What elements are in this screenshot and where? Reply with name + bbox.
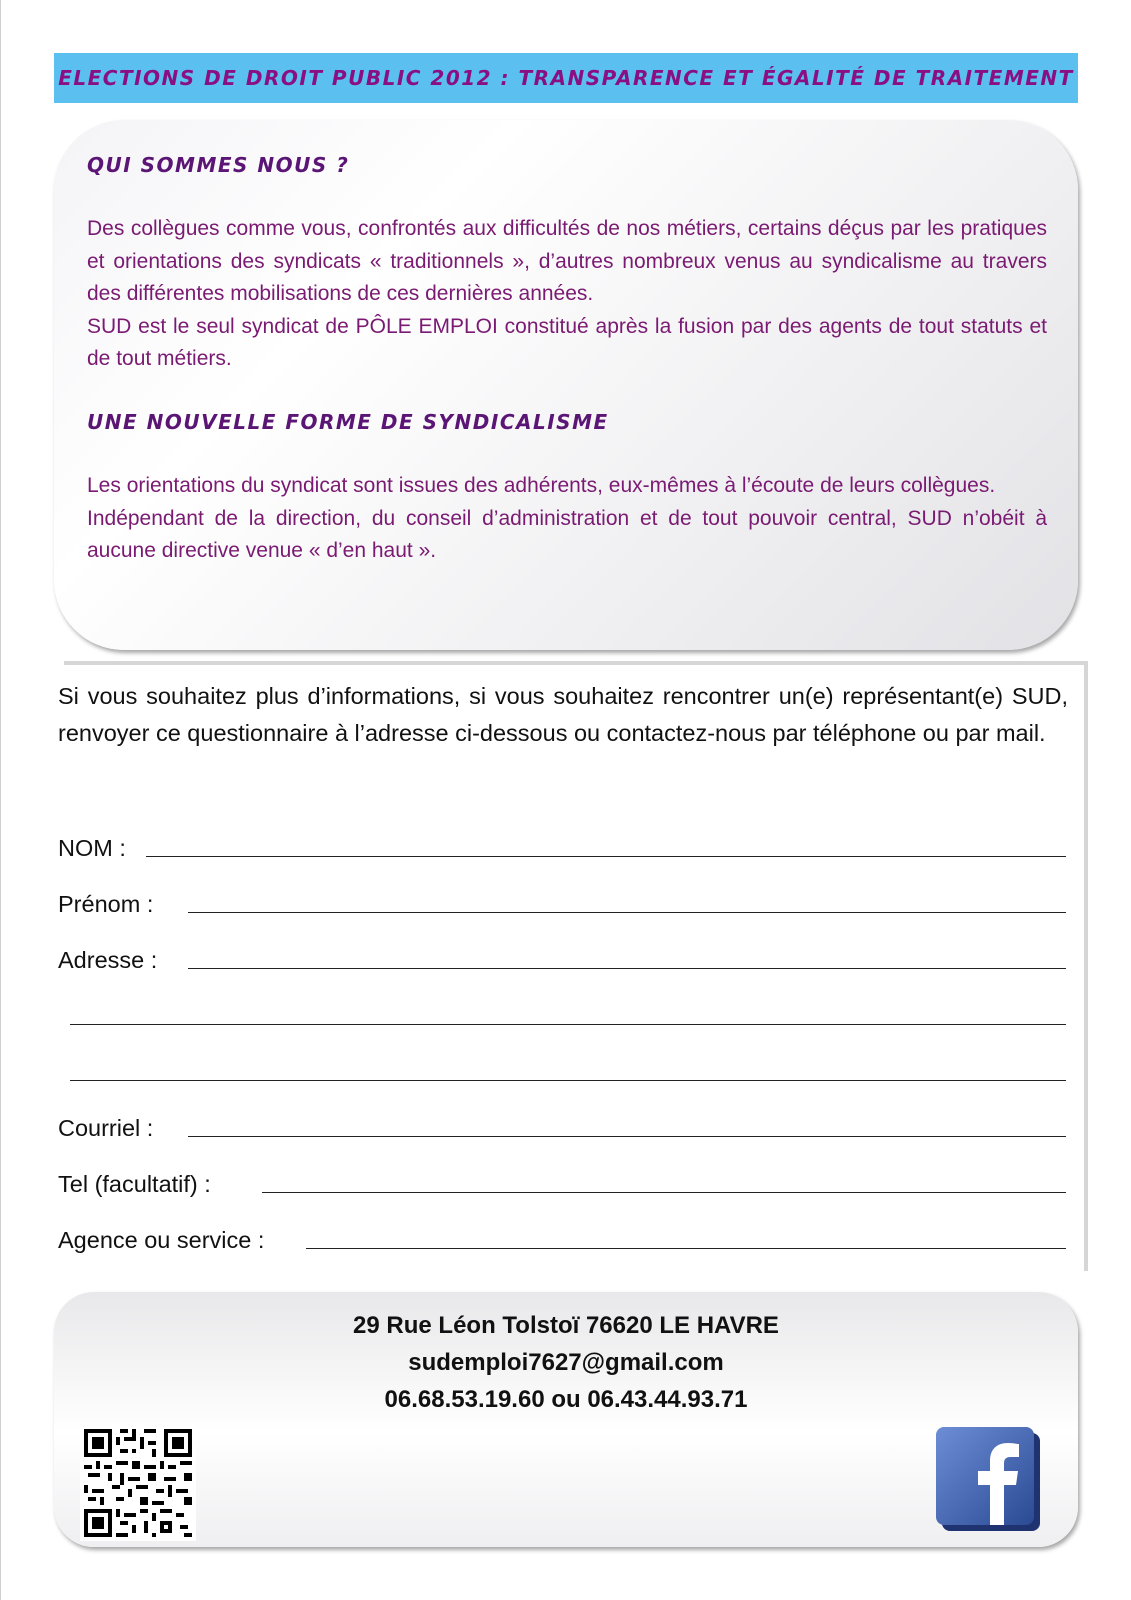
who-heading: QUI SOMMES NOUS ? (87, 153, 350, 177)
courriel-input-line[interactable] (188, 1136, 1066, 1137)
title-bar (54, 53, 1078, 103)
adresse-input-line-2[interactable] (70, 1024, 1066, 1025)
agence-input-line[interactable] (306, 1248, 1066, 1249)
adresse-row (58, 938, 157, 974)
adresse-input-line-1[interactable] (188, 968, 1066, 969)
contact-box (54, 1292, 1078, 1547)
who-paragraph-2: SUD est le seul syndicat de PÔLE EMPLOI constitué après la fusion par des agents de tout statuts et de tout métiers. (87, 314, 1047, 370)
agence-label: Agence ou service : (58, 1227, 265, 1253)
who-paragraph-1: Des collègues comme vous, confrontés aux difficultés de nos métiers, certains déçus par les pratiques et orientations des syndicats « traditionnels », d’autres nombreux venus au syndicalisme au travers des différentes mobilisations de ces dernières années. (87, 217, 1047, 305)
tel-row (58, 1162, 211, 1198)
new-form-paragraph-1: Les orientations du syndicat sont issues des adhérents, eux-mêmes à l’écoute de leurs collègues. (87, 474, 996, 497)
prenom-input-line[interactable] (188, 912, 1066, 913)
qr-code-icon (80, 1425, 196, 1541)
new-form-body (87, 470, 1047, 568)
who-body (87, 213, 1047, 376)
adresse-input-line-3[interactable] (70, 1080, 1066, 1081)
contact-phones: 06.68.53.19.60 ou 06.43.44.93.71 (384, 1386, 748, 1413)
facebook-icon[interactable] (932, 1421, 1052, 1541)
contact-address: 29 Rue Léon Tolstoï 76620 LE HAVRE (353, 1312, 779, 1339)
adresse-label: Adresse : (58, 947, 158, 973)
nom-label: NOM : (58, 835, 126, 861)
form-panel (64, 661, 1088, 1271)
new-form-heading: UNE NOUVELLE FORME DE SYNDICALISME (87, 410, 609, 434)
nom-row (58, 826, 126, 862)
page-title: ELECTIONS DE DROIT PUBLIC 2012 : TRANSPARENCE ET ÉGALITÉ DE TRAITEMENT (58, 66, 1074, 90)
agence-row (58, 1218, 264, 1254)
courriel-row (58, 1106, 153, 1142)
tel-input-line[interactable] (262, 1192, 1066, 1193)
prenom-label: Prénom : (58, 891, 154, 917)
tel-label: Tel (facultatif) : (58, 1171, 211, 1197)
courriel-label: Courriel : (58, 1115, 154, 1141)
nom-input-line[interactable] (146, 856, 1066, 857)
contact-email[interactable]: sudemploi7627@gmail.com (408, 1349, 724, 1376)
prenom-row (58, 882, 153, 918)
info-box (54, 120, 1078, 650)
form-intro: Si vous souhaitez plus d’informations, si vous souhaitez rencontrer un(e) représentant(e) SUD, renvoyer ce questionnaire à l’adresse ci-dessous ou contactez-nous par téléphone ou par mail. (58, 683, 1068, 746)
new-form-paragraph-2: Indépendant de la direction, du conseil d’administration et de tout pouvoir central, SUD n’obéit à aucune directive venue « d’en haut ». (87, 506, 1047, 562)
